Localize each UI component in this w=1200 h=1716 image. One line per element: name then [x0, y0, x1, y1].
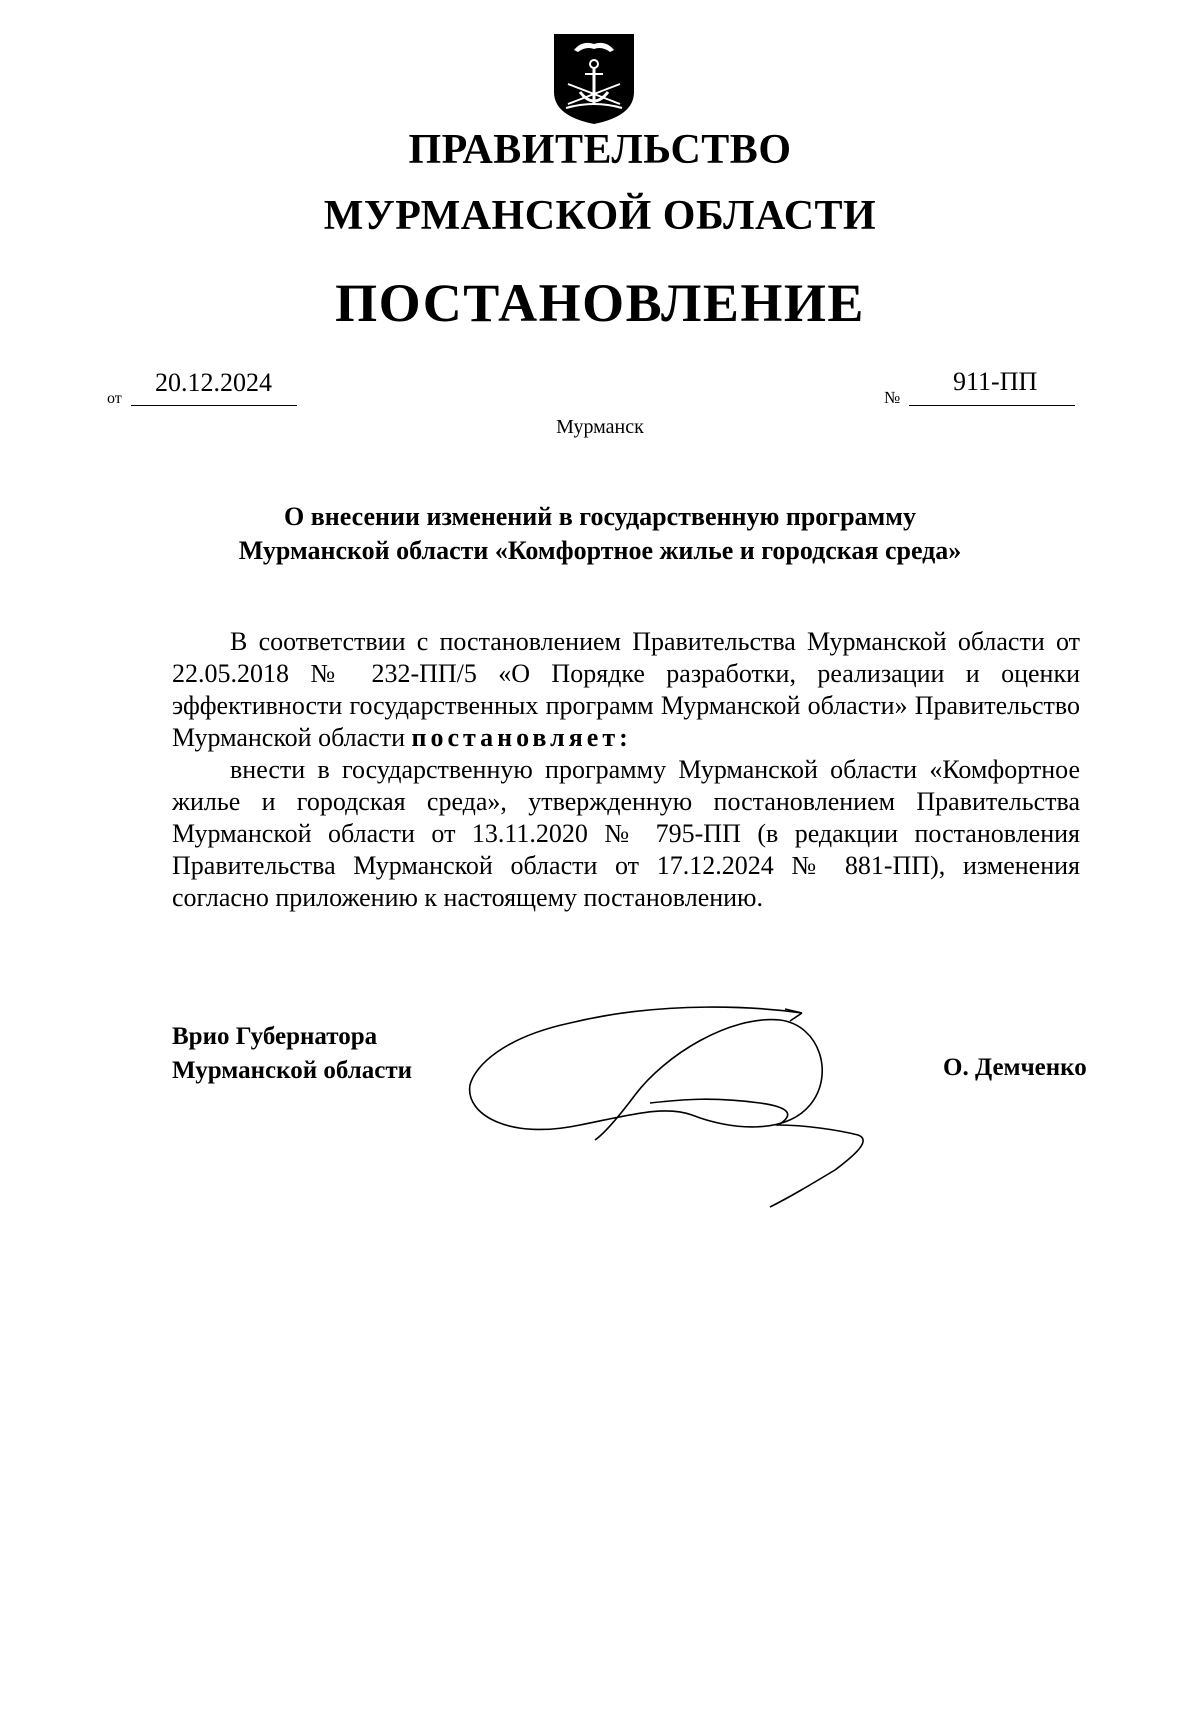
- signatory-name: О. Демченко: [943, 1054, 1087, 1081]
- document-type-title: ПОСТАНОВЛЕНИЕ: [335, 273, 865, 333]
- subject-line1: О внесении изменений в государственную программу: [284, 502, 916, 531]
- subject-line2: Мурманской области «Комфортное жилье и городская среда»: [238, 536, 962, 565]
- signatory-title-line2: Мурманской области: [172, 1057, 413, 1084]
- signatory-title-line1: Врио Губернатора: [172, 1023, 378, 1050]
- coat-of-arms-icon: [552, 30, 636, 126]
- body-paragraph-2: внести в государственную программу Мурманской области «Комфортное жилье и городская среда», утвержденную постановлением Правительства Мурманской области от 13.11.2020 № 795-ПП (в редакции постановления Правительства Мурманской области от 17.12.2024 № 881-ПП), изменения согласно приложению к настоящему постановлению.: [172, 755, 1080, 912]
- city-label: Мурманск: [556, 416, 644, 438]
- signatory-title: [172, 1020, 412, 1088]
- document-number: 911-ПП: [953, 367, 1038, 396]
- body-paragraph-1: [172, 626, 1080, 754]
- document-body: [172, 626, 1080, 914]
- number-prefix-label: №: [884, 388, 901, 407]
- document-subject: [120, 500, 1080, 568]
- document-date: 20.12.2024: [155, 368, 272, 397]
- signature-icon: [460, 985, 900, 1215]
- body-paragraph-1-text: В соответствии с постановлением Правительства Мурманской области от 22.05.2018 № 232-ПП/5 «О Порядке разработки, реализации и оценки эффективности государственных программ Мурманской области» Правительство Мурманской области: [172, 627, 1080, 752]
- org-name-line1: ПРАВИТЕЛЬСТВО: [408, 127, 792, 173]
- date-prefix-label: от: [107, 390, 122, 407]
- number-underline: [909, 405, 1075, 406]
- date-underline: [131, 405, 297, 406]
- resolves-keyword: постановляет:: [411, 723, 632, 752]
- org-name-line2: МУРМАНСКОЙ ОБЛАСТИ: [323, 193, 877, 239]
